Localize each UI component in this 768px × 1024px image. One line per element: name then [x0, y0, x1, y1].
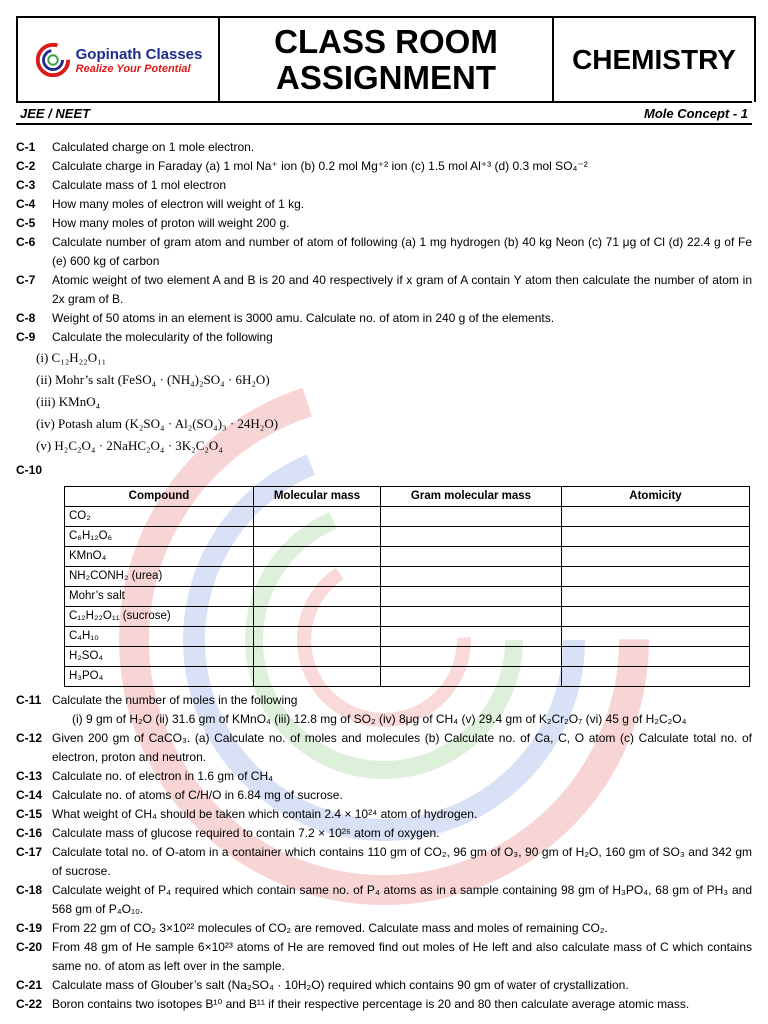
question-number: C-17: [16, 845, 43, 859]
question-number: C-3: [16, 178, 36, 192]
blank-cell: [254, 647, 381, 667]
compound-table: [64, 486, 750, 687]
table-row: [65, 607, 750, 627]
question-c3: [16, 176, 752, 195]
blank-cell: [562, 607, 750, 627]
question-text: Boron contains two isotopes B¹⁰ and B¹¹ if their respective percentage is 20 and 80 then calculate average atomic mass.: [52, 997, 690, 1011]
sub-item: (ii) Mohr’s salt (FeSO₄ · (NH₄)₂SO₄ · 6H₂O): [36, 372, 270, 387]
blank-cell: [562, 567, 750, 587]
question-c18: [16, 881, 752, 919]
logo: [18, 18, 220, 102]
question-c7: [16, 271, 752, 309]
exam-label: JEE / NEET: [20, 105, 91, 121]
question-c22: [16, 995, 752, 1014]
question-c15: [16, 805, 752, 824]
question-number: C-15: [16, 807, 43, 821]
compound-cell: C₁₂H₂₂O₁₁ (sucrose): [65, 607, 254, 627]
question-c1: [16, 138, 752, 157]
question-c9: [16, 328, 752, 347]
question-text: Calculate charge in Faraday (a) 1 mol Na⁺ ion (b) 0.2 mol Mg⁺² ion (c) 1.5 mol Al⁺³ (d) 0.3 mol SO₄⁻²: [52, 159, 588, 173]
question-text: Calculate mass of glucose required to contain 7.2 × 10²⁶ atom of oxygen.: [52, 826, 440, 840]
question-number: C-5: [16, 216, 36, 230]
question-text: Calculated charge on 1 mole electron.: [52, 140, 255, 154]
question-number: C-20: [16, 940, 43, 954]
question-text: Calculate total no. of O-atom in a container which contains 110 gm of CO₂, 96 gm of O₃, 90 gm of H₂O, 160 gm of SO₃ and 342 gm of sucrose.: [52, 845, 752, 878]
question-number: C-9: [16, 330, 36, 344]
question-text: How many moles of proton will weight 200 g.: [52, 216, 290, 230]
sub-item: (i) C₁₂H₂₂O₁₁: [36, 350, 107, 365]
topic-label: Mole Concept - 1: [643, 105, 748, 121]
question-c2: [16, 157, 752, 176]
question-text: Calculate the number of moles in the following: [52, 693, 298, 707]
question-c16: [16, 824, 752, 843]
blank-cell: [254, 607, 381, 627]
table-row: [65, 667, 750, 687]
compound-cell: Mohr’s salt: [65, 587, 254, 607]
question-c12: [16, 729, 752, 767]
blank-cell: [381, 667, 562, 687]
question-number: C-13: [16, 769, 43, 783]
question-c5: [16, 214, 752, 233]
page-title: [220, 18, 554, 102]
question-number: C-21: [16, 978, 43, 992]
blank-cell: [562, 587, 750, 607]
blank-cell: [254, 667, 381, 687]
table-row: [65, 587, 750, 607]
question-c21: [16, 976, 752, 995]
question-number: C-1: [16, 140, 36, 154]
blank-cell: [254, 627, 381, 647]
compound-cell: H₂SO₄: [65, 647, 254, 667]
question-text: What weight of CH₄ should be taken which contain 2.4 × 10²⁴ atom of hydrogen.: [52, 807, 478, 821]
col-header: Atomicity: [562, 487, 750, 507]
sub-item: (iv) Potash alum (K₂SO₄ · Al₂(SO₄)₃ · 24H₂O): [36, 416, 279, 431]
question-number: C-22: [16, 997, 43, 1011]
compound-cell: CO₂: [65, 507, 254, 527]
logo-tagline: Realize Your Potential: [75, 62, 191, 75]
question-text: From 22 gm of CO₂ 3×10²² molecules of CO₂ are removed. Calculate mass and moles of remaining CO₂.: [52, 921, 608, 935]
question-list: [16, 138, 752, 1014]
blank-cell: [562, 647, 750, 667]
table-row: [65, 507, 750, 527]
question-number: C-16: [16, 826, 43, 840]
question-number: C-12: [16, 731, 43, 745]
page-header: [16, 16, 756, 102]
question-number: C-11: [16, 693, 42, 707]
question-text: Calculate weight of P₄ required which contain same no. of P₄ atoms as in a sample containing 98 gm of H₃PO₄, 68 gm of PH₃ and 568 gm of P₄O₁₀.: [52, 883, 752, 916]
question-number: C-7: [16, 273, 36, 287]
blank-cell: [562, 547, 750, 567]
sub-item: (v) H₂C₂O₄ · 2NaHC₂O₄ · 3K₂C₂O₄: [36, 438, 223, 453]
blank-cell: [254, 587, 381, 607]
subject-label: CHEMISTRY: [572, 44, 736, 75]
blank-cell: [381, 627, 562, 647]
blank-cell: [254, 567, 381, 587]
blank-cell: [381, 547, 562, 567]
question-c17: [16, 843, 752, 881]
blank-cell: [254, 527, 381, 547]
question-c11: [16, 691, 752, 710]
blank-cell: [381, 507, 562, 527]
col-header: Gram molecular mass: [381, 487, 562, 507]
title-line-1: CLASS ROOM: [274, 23, 498, 60]
blank-cell: [562, 527, 750, 547]
col-header: Molecular mass: [254, 487, 381, 507]
table-row: [65, 567, 750, 587]
table-row: [65, 547, 750, 567]
blank-cell: [562, 667, 750, 687]
info-strip: [16, 101, 752, 125]
question-text: Calculate no. of electron in 1.6 gm of CH₄: [52, 769, 274, 783]
table-row: [65, 527, 750, 547]
sub-item: (i) 9 gm of H₂O (ii) 31.6 gm of KMnO₄ (iii) 12.8 mg of SO₂ (iv) 8μg of CH₄ (v) 29.4 gm of K₂Cr₂O₇ (vi) 45 g of H₂C₂O₄: [72, 712, 687, 726]
question-c10: [16, 461, 752, 480]
question-c14: [16, 786, 752, 805]
question-text: Given 200 gm of CaCO₃. (a) Calculate no. of moles and molecules (b) Calculate no. of Ca, C, O atom (c) Calculate total no. of electron, proton and neutron.: [52, 731, 752, 764]
blank-cell: [381, 607, 562, 627]
question-c4: [16, 195, 752, 214]
question-c8: [16, 309, 752, 328]
question-number: C-2: [16, 159, 36, 173]
compound-cell: KMnO₄: [65, 547, 254, 567]
question-c13: [16, 767, 752, 786]
question-text: Calculate mass of 1 mol electron: [52, 178, 227, 192]
question-c20: [16, 938, 752, 976]
question-text: Atomic weight of two element A and B is 20 and 40 respectively if x gram of A contain Y atom then calculate the number of atom in 2x gram of B.: [52, 273, 752, 306]
blank-cell: [381, 527, 562, 547]
blank-cell: [562, 627, 750, 647]
question-c19: [16, 919, 752, 938]
question-text: Weight of 50 atoms in an element is 3000 amu. Calculate no. of atom in 240 g of the elements.: [52, 311, 555, 325]
col-header: Compound: [65, 487, 254, 507]
question-text: How many moles of electron will weight of 1 kg.: [52, 197, 305, 211]
logo-mark-icon: [34, 41, 72, 79]
question-text: From 48 gm of He sample 6×10²³ atoms of He are removed find out moles of He left and also calculate mass of C which contains same no. of atom as left over in the sample.: [52, 940, 752, 973]
blank-cell: [381, 587, 562, 607]
question-text: Calculate no. of atoms of C/H/O in 6.84 mg of sucrose.: [52, 788, 343, 802]
compound-cell: NH₂CONH₂ (urea): [65, 567, 254, 587]
question-text: Calculate mass of Glouber’s salt (Na₂SO₄ · 10H₂O) required which contains 90 gm of water of crystallization.: [52, 978, 629, 992]
compound-cell: H₃PO₄: [65, 667, 254, 687]
blank-cell: [254, 547, 381, 567]
table-header-row: [65, 487, 750, 507]
question-text: Calculate number of gram atom and number of atom of following (a) 1 mg hydrogen (b) 40 kg Neon (c) 71 μg of Cl (d) 22.4 g of Fe (e) 600 kg of carbon: [52, 235, 752, 268]
sub-item: (iii) KMnO₄: [36, 394, 101, 409]
blank-cell: [254, 507, 381, 527]
blank-cell: [562, 507, 750, 527]
question-text: Calculate the molecularity of the following: [52, 330, 273, 344]
question-c6: [16, 233, 752, 271]
logo-name: Gopinath Classes: [75, 45, 203, 63]
question-number: C-18: [16, 883, 43, 897]
question-number: C-10: [16, 463, 43, 477]
table-row: [65, 647, 750, 667]
blank-cell: [381, 567, 562, 587]
title-line-2: ASSIGNMENT: [275, 59, 496, 96]
compound-cell: C₆H₁₂O₆: [65, 527, 254, 547]
question-number: C-19: [16, 921, 43, 935]
blank-cell: [381, 647, 562, 667]
table-row: [65, 627, 750, 647]
question-number: C-14: [16, 788, 43, 802]
question-number: C-8: [16, 311, 36, 325]
question-number: C-4: [16, 197, 36, 211]
question-number: C-6: [16, 235, 36, 249]
compound-cell: C₄H₁₀: [65, 627, 254, 647]
